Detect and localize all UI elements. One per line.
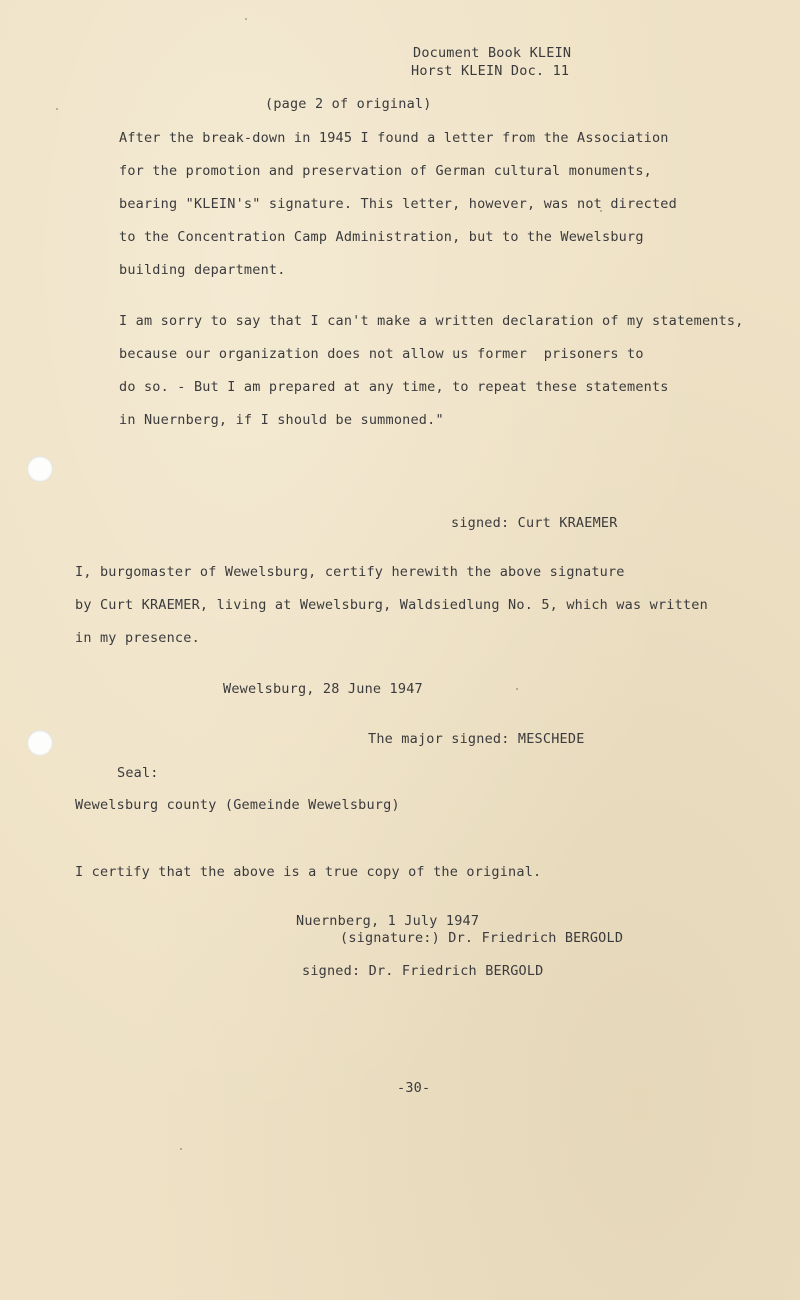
paragraph-line: because our organization does not allow us former prisoners to [119,346,644,362]
paragraph-line: in my presence. [75,630,200,646]
paragraph-line: for the promotion and preservation of German cultural monuments, [119,163,652,179]
true-copy-statement: I certify that the above is a true copy of the original. [75,864,542,880]
paragraph-line: by Curt KRAEMER, living at Wewelsburg, Waldsiedlung No. 5, which was written [75,597,708,613]
paragraph-line: I, burgomaster of Wewelsburg, certify herewith the above signature [75,564,625,580]
page-number: -30- [397,1080,431,1096]
punch-hole-bottom [27,730,53,756]
document-book-label: Document Book KLEIN [413,45,572,61]
paragraph-line: I am sorry to say that I can't make a written declaration of my statements, [119,313,744,329]
punch-hole-top [27,456,53,482]
seal-text: Wewelsburg county (Gemeinde Wewelsburg) [75,797,400,813]
seal-label: Seal: [117,765,159,781]
copy-place-date: Nuernberg, 1 July 1947 [296,913,480,929]
place-date: Wewelsburg, 28 June 1947 [223,681,423,697]
paragraph-line: After the break-down in 1945 I found a letter from the Association [119,130,669,146]
paragraph-line: building department. [119,262,286,278]
paper-speck [180,1148,182,1150]
copy-signature: (signature:) Dr. Friedrich BERGOLD [340,930,624,946]
paragraph-line: do so. - But I am prepared at any time, to repeat these statements [119,379,669,395]
document-number-label: Horst KLEIN Doc. 11 [411,63,570,79]
signed-kraemer: signed: Curt KRAEMER [451,515,618,531]
paragraph-line: in Nuernberg, if I should be summoned." [119,412,444,428]
paragraph-line: to the Concentration Camp Administration, but to the Wewelsburg [119,229,644,245]
page-reference: (page 2 of original) [265,96,432,112]
paper-speck [56,108,58,110]
paper-speck [516,688,518,690]
major-signed: The major signed: MESCHEDE [368,731,585,747]
paper-speck [245,18,247,20]
copy-signed: signed: Dr. Friedrich BERGOLD [302,963,544,979]
paragraph-line: bearing "KLEIN's" signature. This letter, however, was not directed [119,196,677,212]
